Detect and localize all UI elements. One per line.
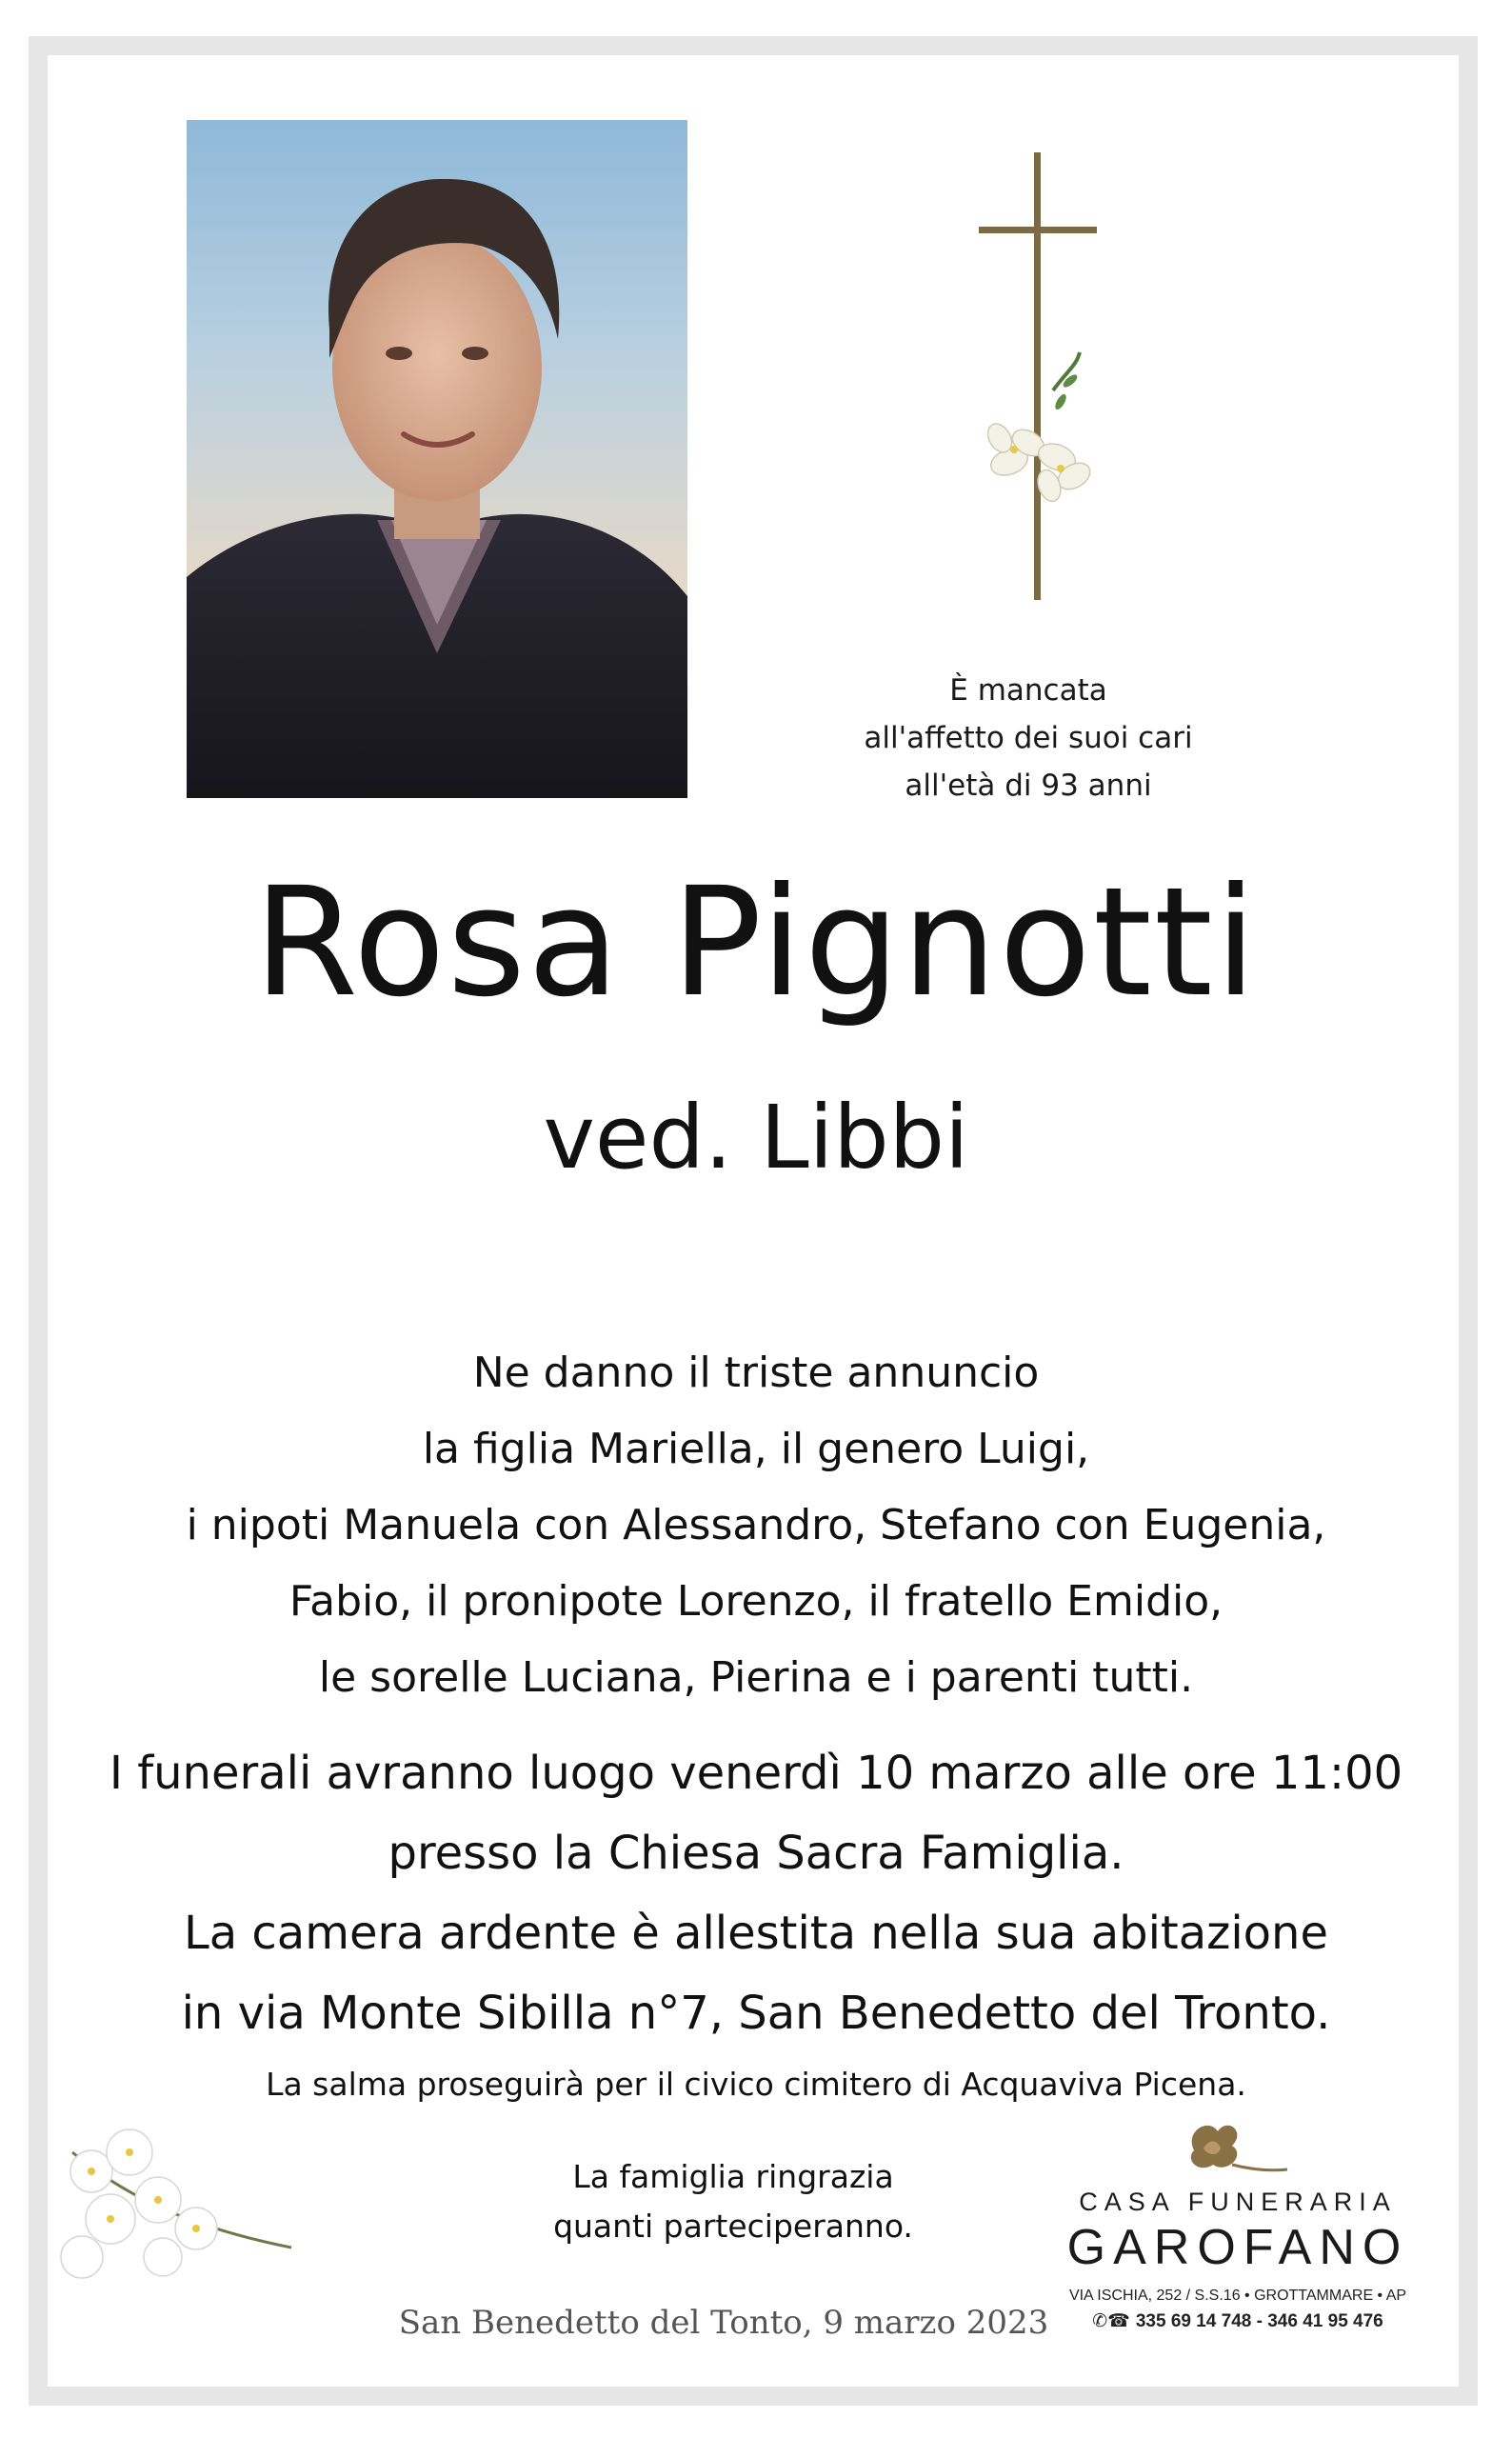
funeral-line: La camera ardente è allestita nella sua abitazione bbox=[183, 1907, 1328, 1960]
funeral-details bbox=[57, 1733, 1455, 2053]
intro-line: all'affetto dei suoi cari bbox=[864, 721, 1193, 755]
place-and-date: San Benedetto del Tonto, 9 marzo 2023 bbox=[398, 2304, 1049, 2342]
intro-text bbox=[809, 667, 1247, 809]
burial-note: La salma proseguirà per il civico cimitero di Acquaviva Picena. bbox=[266, 2066, 1246, 2103]
deceased-name: Rosa Pignotti bbox=[253, 855, 1259, 1030]
funeral-line: in via Monte Sibilla n°7, San Benedetto del Tronto. bbox=[181, 1987, 1331, 2040]
announce-line: le sorelle Luciana, Pierina e i parenti tutti. bbox=[318, 1653, 1194, 1702]
announcement-text bbox=[57, 1335, 1455, 1716]
intro-line: È mancata bbox=[949, 673, 1107, 708]
brand-name: GAROFANO bbox=[1066, 2220, 1409, 2275]
portrait-illustration bbox=[187, 120, 687, 798]
portrait-photo bbox=[187, 120, 687, 798]
family-thanks bbox=[495, 2152, 971, 2251]
announce-line: i nipoti Manuela con Alessandro, Stefano con Eugenia, bbox=[186, 1501, 1326, 1549]
brand-subtitle: CASA FUNERARIA bbox=[1079, 2188, 1397, 2216]
brand-phones bbox=[1038, 2308, 1438, 2335]
rose-logo-icon bbox=[1165, 2112, 1289, 2188]
funeral-line: presso la Chiesa Sacra Famiglia. bbox=[388, 1827, 1124, 1880]
announce-line: la figlia Mariella, il genero Luigi, bbox=[422, 1425, 1090, 1473]
brand-address: VIA ISCHIA, 252 / S.S.16 • GROTTAMMARE • AP bbox=[1068, 2288, 1407, 2304]
funeral-line: I funerali avranno luogo venerdì 10 marzo alle ore 11:00 bbox=[109, 1747, 1403, 1800]
announce-line: Ne danno il triste annuncio bbox=[472, 1349, 1040, 1397]
announce-line: Fabio, il pronipote Lorenzo, il fratello Emidio, bbox=[288, 1577, 1224, 1626]
deceased-subname: ved. Libbi bbox=[543, 1087, 969, 1189]
intro-line: all'età di 93 anni bbox=[905, 769, 1152, 803]
phone-icon: ✆☎ bbox=[1092, 2311, 1130, 2331]
phone-numbers: 335 69 14 748 - 346 41 95 476 bbox=[1135, 2311, 1383, 2331]
orchid-flowers-icon bbox=[53, 2114, 310, 2305]
thanks-line: quanti parteciperanno. bbox=[553, 2208, 913, 2245]
thanks-line: La famiglia ringrazia bbox=[572, 2158, 894, 2195]
cross-with-lily-icon bbox=[962, 152, 1114, 600]
